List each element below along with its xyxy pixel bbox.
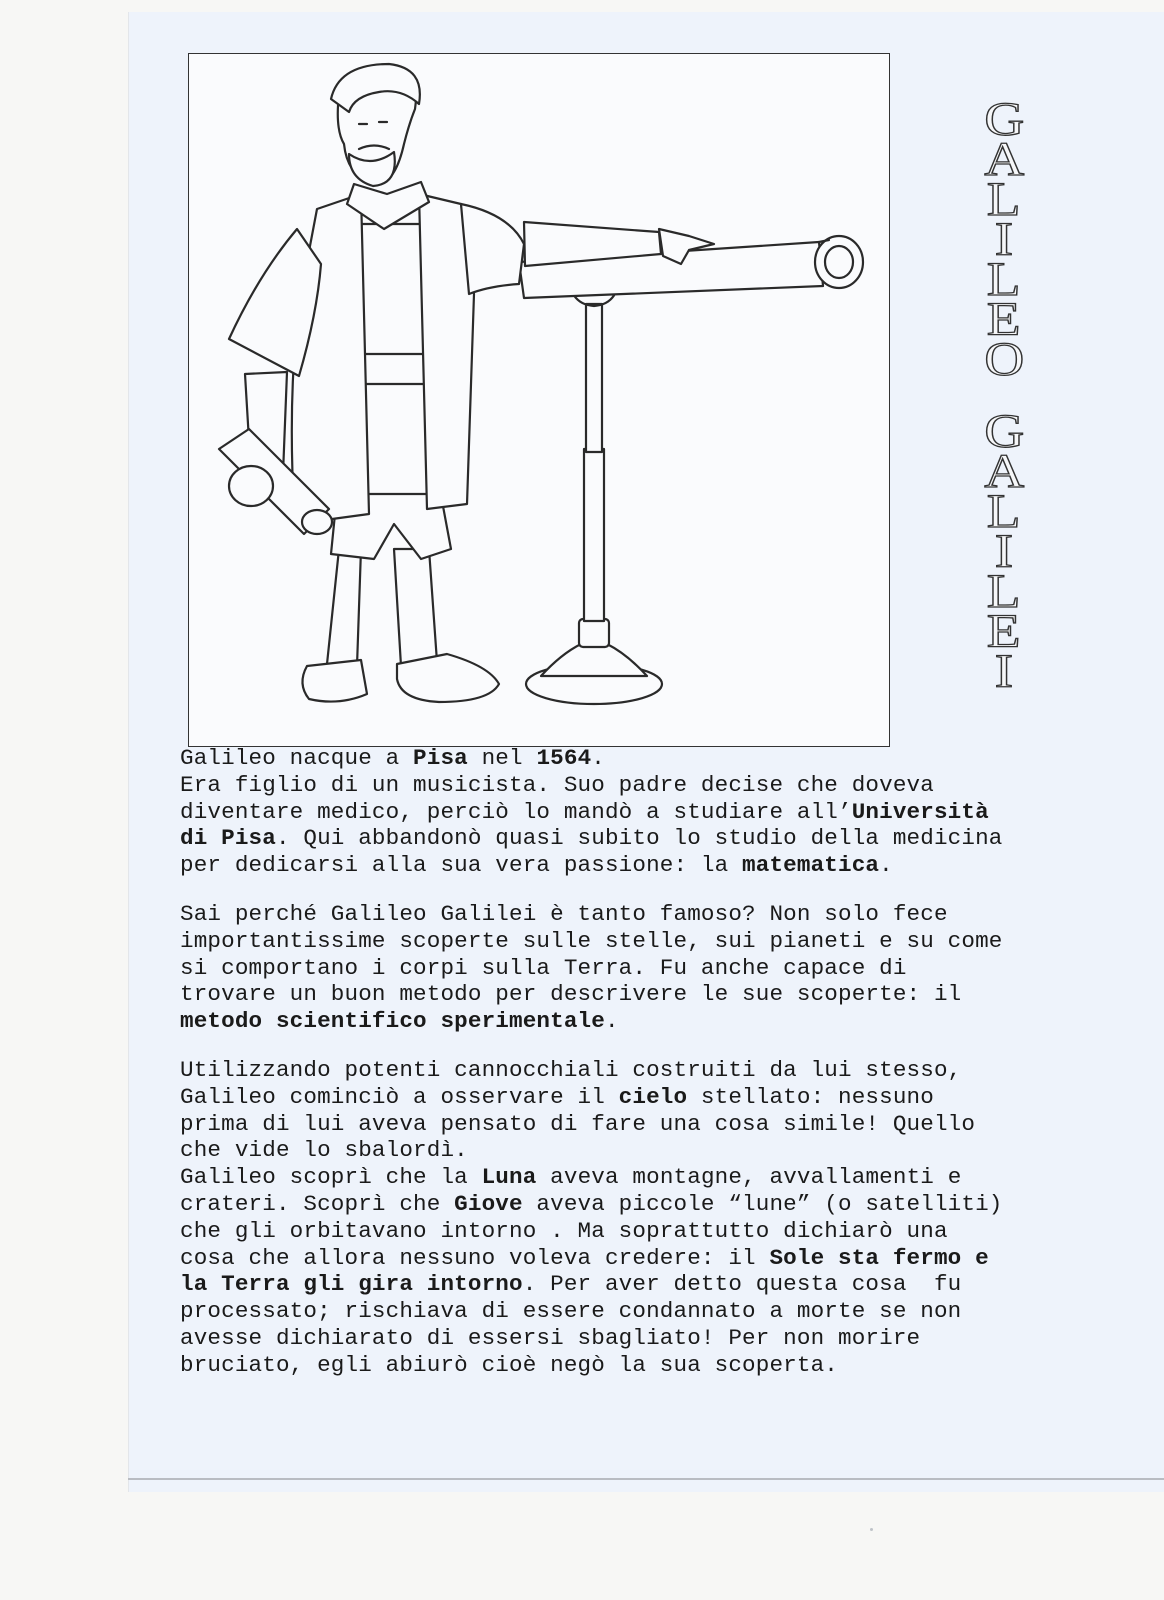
title-letter: I [994,213,1014,266]
page-edge [128,1478,1164,1480]
right-sleeve [461,204,524,294]
text-line [180,1084,1110,1111]
left-hand [229,466,273,506]
text-line [180,852,1110,879]
text-run: avesse dichiarato di essersi sbagliato! Per non morire [180,1324,921,1351]
bold-text: Luna [481,1164,537,1191]
paragraph [180,901,1110,1035]
text-line [180,928,1110,955]
bold-text: di Pisa [180,825,276,852]
text-line [180,772,1110,799]
text-run: processato; rischiava di essere condannato a morte se non [180,1298,962,1325]
text-line [180,825,1110,852]
left-leg [327,549,361,666]
title-letter: E [987,293,1021,346]
text-run: Galileo nacque a [180,745,414,771]
left-shoe [302,660,367,702]
title-letter: I [994,645,1014,698]
galileo-with-telescope-drawing [189,54,889,746]
text-run: Galileo cominciò a osservare il [180,1083,619,1110]
bold-text: Università [851,798,989,825]
bold-text: la Terra gli gira intorno [180,1271,523,1298]
text-line [180,1325,1110,1352]
text-run: aveva piccole “lune” (o satelliti) [522,1190,1003,1217]
text-run: aveva montagne, avvallamenti e [536,1164,962,1191]
text-run: . [604,1008,619,1035]
bold-text: Sole sta fermo e [769,1244,989,1271]
text-line [180,1352,1110,1379]
title-letter: O [984,333,1024,386]
title-letter: L [987,565,1021,618]
paragraph [180,745,1110,879]
text-run: crateri. Scoprì che [180,1190,455,1217]
text-run: Galileo scoprì che la [180,1164,482,1191]
title-letter: G [984,93,1024,146]
paragraph [180,1057,1110,1379]
text-line [180,901,1110,928]
text-run: cosa che allora nessuno voleva credere: il [180,1244,770,1271]
text-line [180,745,1110,772]
bold-text: matematica [742,852,880,879]
title-letter: I [994,525,1014,578]
text-line [180,1271,1110,1298]
text-line [180,1137,1110,1164]
text-run: bruciato, egli abiurò cioè negò la sua scoperta. [180,1351,839,1378]
galileo-illustration [188,53,890,747]
text-run: . [879,852,893,879]
text-line [180,1111,1110,1138]
text-line [180,1245,1110,1272]
text-run: Sai perché Galileo Galilei è tanto famoso? Non solo fece [180,900,948,927]
title-letter: L [987,485,1021,538]
text-run: diventare medico, perciò lo mandò a studiare all’ [180,798,852,825]
scroll-end [302,510,332,534]
bold-text: cielo [618,1083,688,1110]
vertical-title-galileo-galilei [966,93,1042,698]
title-letter: L [987,253,1021,306]
title-letter: A [984,133,1024,186]
text-line [180,1191,1110,1218]
text-run: importantissime scoperte sulle stelle, sui pianeti e su come [180,927,1003,954]
title-letter: G [984,405,1024,458]
stand-collar [579,619,609,647]
biography-text [180,745,1110,1379]
text-run: trovare un buon metodo per descrivere le sue scoperte: il [180,981,962,1008]
text-run: che vide lo sbalordì. [180,1137,468,1164]
title-letter: A [984,445,1024,498]
text-run: Utilizzando potenti cannocchiali costruiti da lui stesso, [180,1056,962,1083]
text-run: . Qui abbandonò quasi subito lo studio della medicina [275,825,1003,852]
text-run: stellato: nessuno [687,1083,934,1110]
text-line [180,1057,1110,1084]
telescope-lens [825,246,853,278]
right-leg [394,549,437,666]
title-letter: L [987,173,1021,226]
bold-text: metodo scientifico sperimentale [180,1008,605,1035]
stand-lower-pole [584,449,604,621]
text-line [180,1164,1110,1191]
text-run: nel [467,745,537,771]
scan-speck [870,1528,873,1531]
text-line [180,981,1110,1008]
text-run: . Per aver detto questa cosa fu [522,1271,962,1298]
text-run: . [591,745,605,771]
text-line [180,1008,1110,1035]
text-run: che gli orbitavano intorno . Ma soprattutto dichiarò una [180,1217,948,1244]
stand-foot [541,644,647,676]
bold-text: Pisa [413,745,468,771]
bold-text: 1564 [536,745,592,771]
text-line [180,955,1110,982]
right-shoe [397,654,499,702]
text-run: Era figlio di un musicista. Suo padre decise che doveva [180,771,934,798]
title-letter: E [987,605,1021,658]
stand-upper-pole [586,304,602,452]
text-line [180,1218,1110,1245]
bold-text: Giove [454,1190,523,1217]
text-run: si comportano i corpi sulla Terra. Fu anche capace di [180,954,907,981]
text-line [180,799,1110,826]
text-run: prima di lui aveva pensato di fare una cosa simile! Quello [180,1110,976,1137]
text-line [180,1298,1110,1325]
text-run: per dedicarsi alla sua vera passione: la [180,852,743,879]
